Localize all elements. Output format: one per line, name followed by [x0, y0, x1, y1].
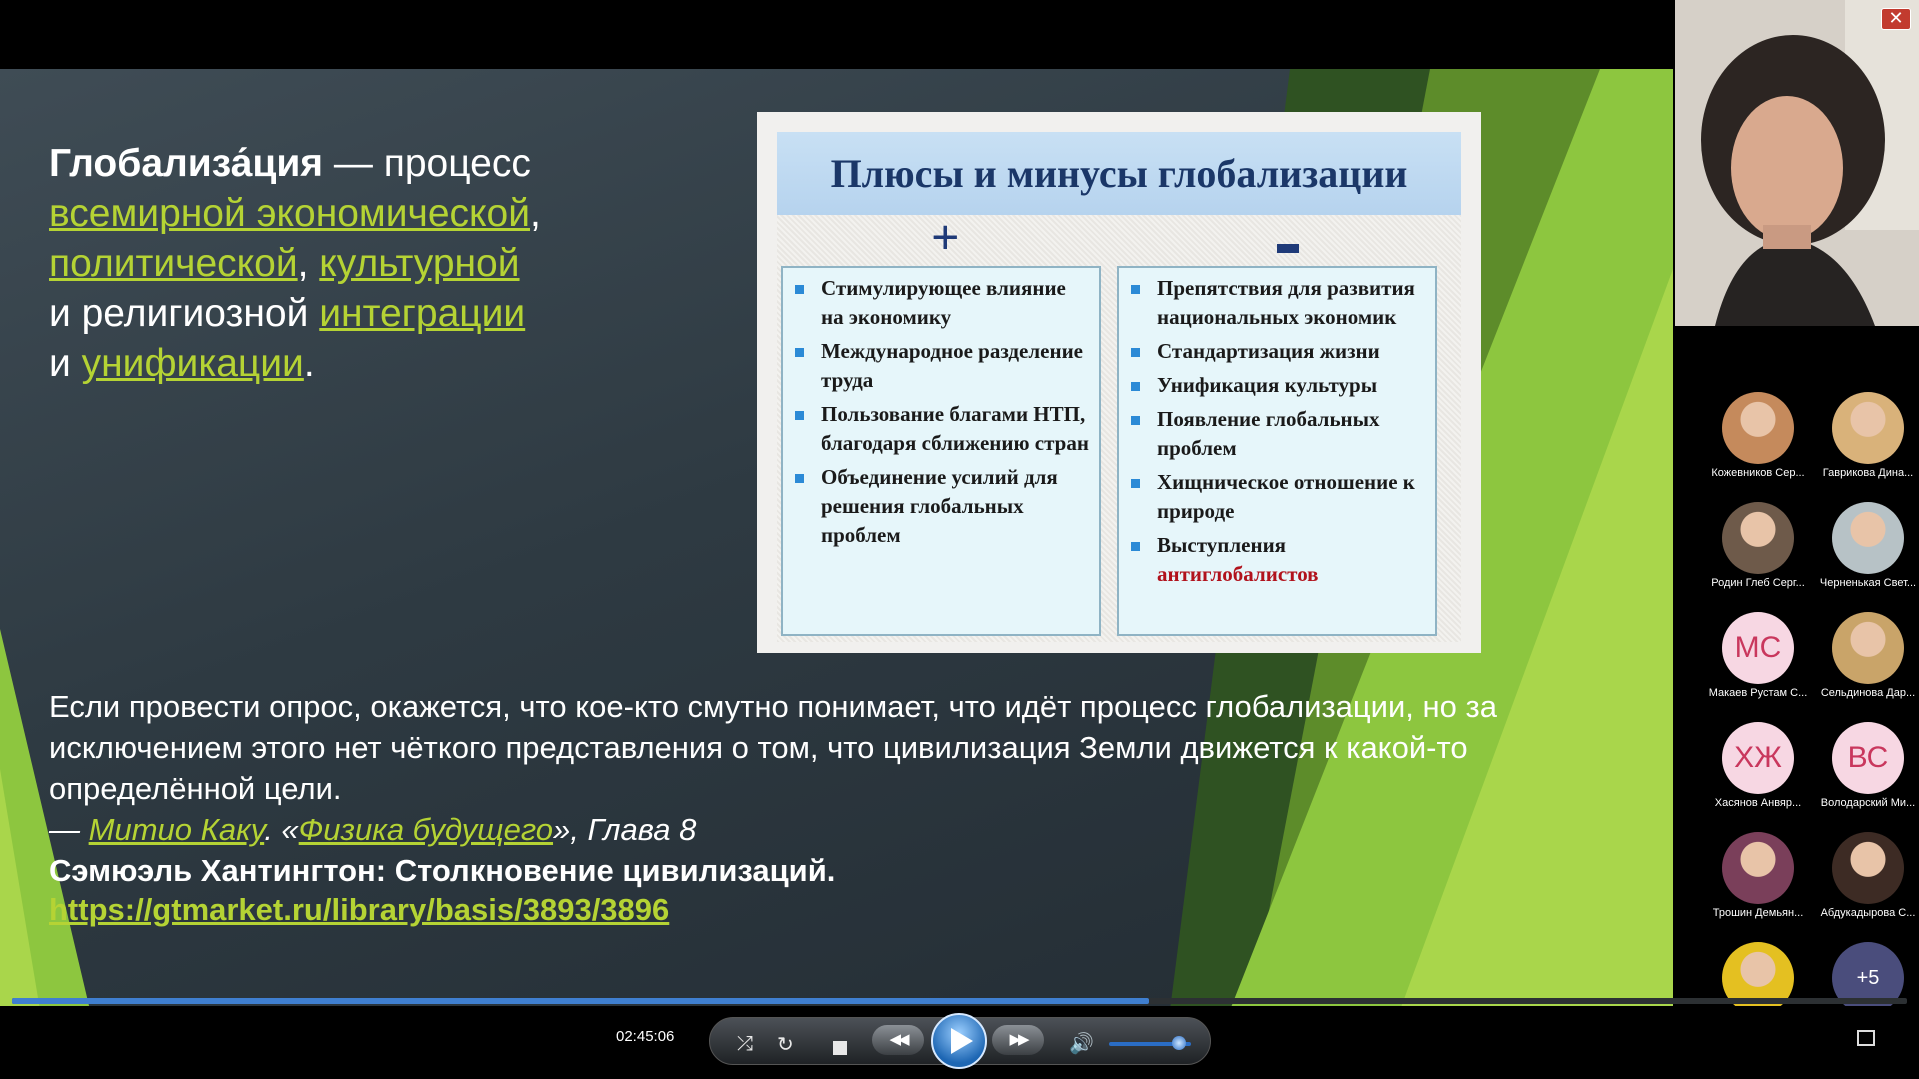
- presentation-slide: [0, 69, 1673, 1010]
- huntington-reference: Сэмюэль Хантингтон: Столкновение цивилизаций.: [49, 853, 836, 888]
- pros-item: Пользование благами НТП, благодаря сближению стран: [791, 400, 1091, 458]
- definition-fragment: — процесс: [323, 142, 531, 185]
- participant-name: Черненькая Свет...: [1819, 577, 1917, 589]
- player-controls: [0, 1006, 1919, 1079]
- quote-text: Если провести опрос, окажется, что кое-кто смутно понимает, что идёт процесс глобализации, но за исключением этого нет чёткого представления о том, что цивилизация Земли движется к какой-то определённой цели.: [49, 689, 1497, 806]
- rewind-button[interactable]: ◀◀: [872, 1025, 924, 1055]
- pros-item: Стимулирующее влияние на экономику: [791, 274, 1091, 332]
- quote-fragment: », Глава 8: [553, 812, 697, 847]
- seek-bar-fill: [12, 998, 1149, 1004]
- pros-cons-image: [757, 112, 1481, 653]
- definition-text: [49, 139, 669, 389]
- participant-name: Гаврикова Дина...: [1822, 467, 1914, 479]
- speaker-figure: [1675, 0, 1919, 326]
- image-title: Плюсы и минусы глобализации: [777, 132, 1461, 215]
- cons-column: [1117, 266, 1437, 636]
- definition-fragment: и: [49, 342, 82, 385]
- play-button[interactable]: [931, 1013, 987, 1069]
- quote-fragment: . «: [264, 812, 299, 847]
- participant-tile[interactable]: [1703, 832, 1813, 942]
- link-political[interactable]: политической: [49, 242, 298, 285]
- play-icon: [951, 1028, 973, 1054]
- plus-sign: +: [931, 209, 960, 265]
- definition-fragment: .: [303, 342, 315, 385]
- participant-name: Хасянов Анвяр...: [1714, 797, 1802, 809]
- elapsed-time: 02:45:06: [616, 1028, 675, 1045]
- link-author[interactable]: Митио Каку: [88, 812, 265, 847]
- participant-tile[interactable]: [1813, 722, 1919, 832]
- definition-fragment: ,: [530, 192, 541, 235]
- participant-name: Сельдинова Дар...: [1820, 687, 1916, 699]
- photo-avatar-icon: [1832, 612, 1904, 684]
- term-globalization: Глобализа́ция: [49, 142, 324, 185]
- participant-name: Макаев Рустам С...: [1708, 687, 1808, 699]
- initials-avatar: ХЖ: [1722, 722, 1794, 794]
- link-unification[interactable]: унификации: [81, 342, 304, 385]
- speaker-video: [1675, 0, 1919, 326]
- initials-avatar: ВС: [1832, 722, 1904, 794]
- more-participants-badge: +5: [1832, 942, 1904, 1014]
- cons-item: Стандартизация жизни: [1127, 337, 1427, 366]
- participant-tile[interactable]: [1813, 612, 1919, 722]
- quote-block: [49, 686, 1629, 891]
- stop-icon[interactable]: [833, 1041, 847, 1055]
- quote-dash: —: [49, 812, 89, 847]
- cons-item-highlight: антиглобалистов: [1157, 562, 1319, 586]
- photo-avatar-icon: [1722, 392, 1794, 464]
- link-book[interactable]: Физика будущего: [298, 812, 554, 847]
- pros-item: Международное разделение труда: [791, 337, 1091, 395]
- cons-item: [1127, 531, 1427, 589]
- participant-name: Володарский Ми...: [1820, 797, 1916, 809]
- close-icon[interactable]: ✕: [1881, 8, 1911, 30]
- volume-icon[interactable]: 🔊: [1069, 1033, 1094, 1055]
- cons-item: Появление глобальных проблем: [1127, 405, 1427, 463]
- participant-tile[interactable]: [1703, 502, 1813, 612]
- minus-sign: [1277, 244, 1299, 253]
- participant-name: Кожевников Сер...: [1711, 467, 1805, 479]
- cons-item: Унификация культуры: [1127, 371, 1427, 400]
- cons-item-text: Выступления: [1157, 533, 1287, 557]
- link-cultural[interactable]: культурной: [319, 242, 520, 285]
- link-world-economic[interactable]: всемирной экономической: [49, 192, 531, 235]
- photo-avatar-icon: [1832, 502, 1904, 574]
- definition-fragment: и религиозной: [49, 292, 320, 335]
- cons-item: Препятствия для развития национальных экономик: [1127, 274, 1427, 332]
- participant-tile[interactable]: [1813, 832, 1919, 942]
- cons-list: [1127, 274, 1427, 589]
- participant-tile[interactable]: [1813, 392, 1919, 502]
- link-integration[interactable]: интеграции: [319, 292, 526, 335]
- participant-name: Родин Глеб Серг...: [1711, 577, 1805, 589]
- participant-tile[interactable]: [1703, 722, 1813, 832]
- photo-avatar-icon: [1832, 392, 1904, 464]
- photo-avatar-icon: [1722, 502, 1794, 574]
- pros-list: [791, 274, 1091, 550]
- photo-avatar-icon: [1832, 832, 1904, 904]
- quote-attribution: [49, 812, 696, 847]
- initials-avatar: МС: [1722, 612, 1794, 684]
- participant-tile[interactable]: [1703, 612, 1813, 722]
- cons-item: Хищническое отношение к природе: [1127, 468, 1427, 526]
- shuffle-icon[interactable]: ⤮: [737, 1033, 753, 1055]
- pros-cons-panel: [777, 132, 1461, 642]
- repeat-icon[interactable]: ↻: [777, 1034, 794, 1056]
- pros-item: Объединение усилий для решения глобальных проблем: [791, 463, 1091, 550]
- seek-bar[interactable]: [12, 998, 1907, 1004]
- volume-knob[interactable]: [1172, 1036, 1186, 1050]
- participant-tile[interactable]: [1703, 392, 1813, 502]
- definition-fragment: ,: [297, 242, 320, 285]
- participant-name: Абдукадырова С...: [1820, 907, 1916, 919]
- participant-name: Трошин Демьян...: [1712, 907, 1804, 919]
- fast-forward-button[interactable]: ▶▶: [992, 1025, 1044, 1055]
- participant-tile[interactable]: [1813, 502, 1919, 612]
- pros-column: [781, 266, 1101, 636]
- minimize-view-icon[interactable]: [1857, 1030, 1875, 1046]
- source-url-link[interactable]: https://gtmarket.ru/library/basis/3893/3896: [49, 892, 670, 927]
- photo-avatar-icon: [1722, 832, 1794, 904]
